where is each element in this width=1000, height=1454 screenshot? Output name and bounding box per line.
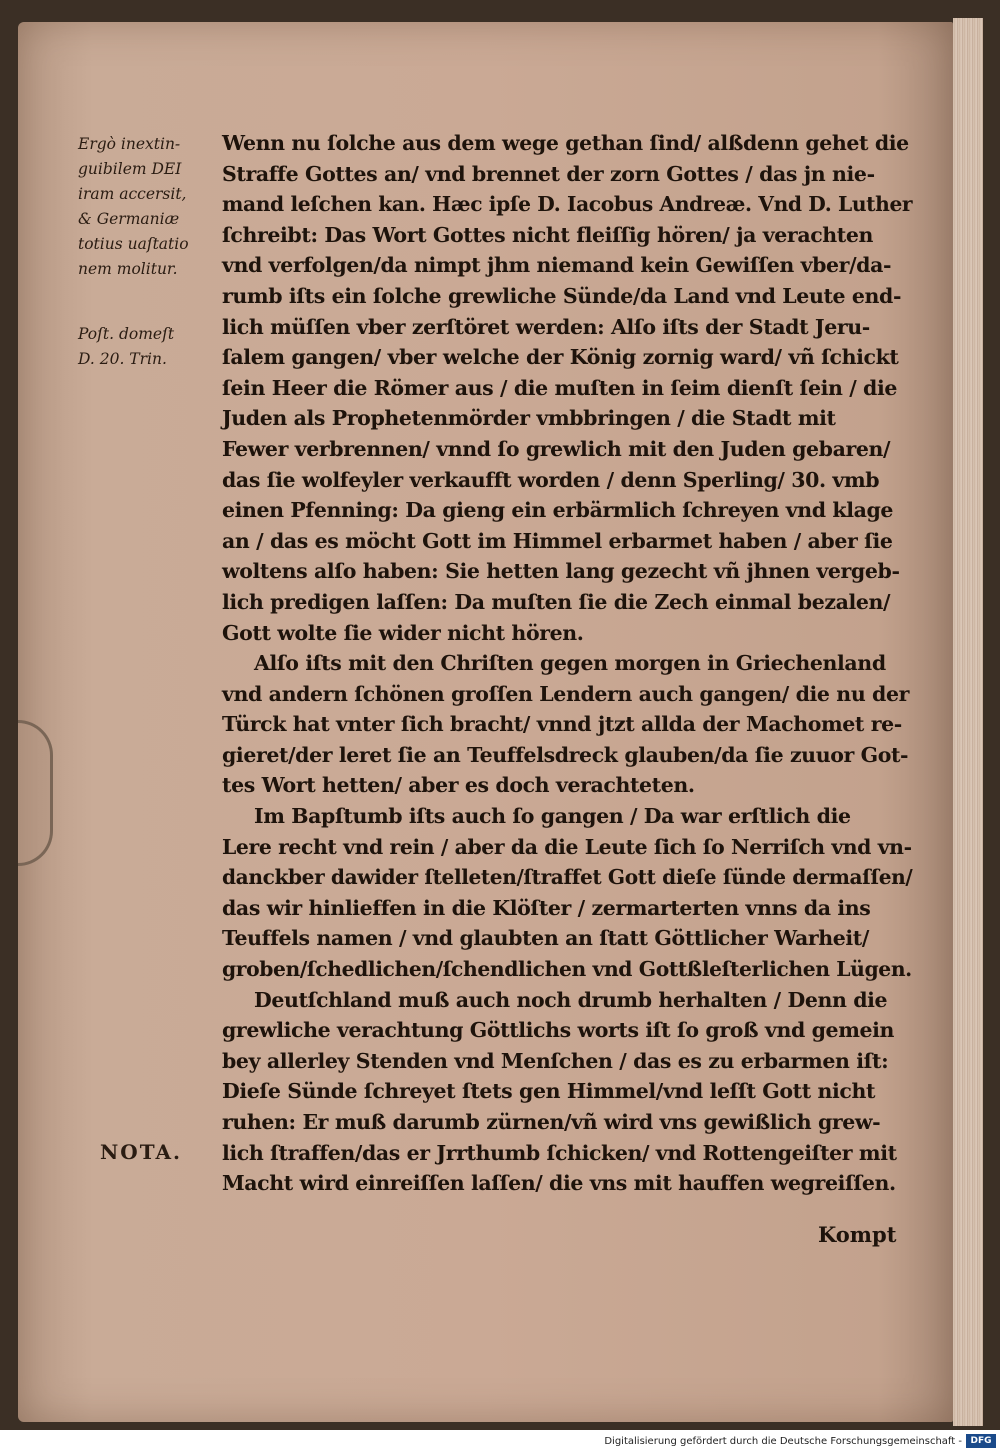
text-line: Wenn nu ſolche aus dem wege gethan ſind/ alßdenn gehet die (222, 131, 909, 155)
text-line: lich predigen laſſen: Da muſten ſie die Zech einmal bezalen/ (222, 589, 891, 614)
text-line: groben/ſchedlichen/ſchendlichen vnd Gottßleſterlichen Lügen. (222, 957, 912, 982)
text-line: bey allerley Stenden vnd Menſchen / das es zu erbarmen iſt: (222, 1048, 889, 1073)
text-line: danckber dawider ſtelleten/ſtraffet Gott dieſe ſünde dermaſſen/ (222, 865, 913, 890)
text-line: vnd andern ſchönen groſſen Lendern auch gangen/ die nu der (222, 681, 910, 706)
dfg-logo: DFG (966, 1434, 996, 1448)
text-line: das wir hinlieffen in die Klöſter / zermarterten vnns da ins (222, 895, 871, 920)
text-line: Dieſe Sünde ſchreyet ſtets gen Himmel/vnd leſſt Gott nicht (222, 1079, 876, 1104)
catchword: Kompt (818, 1222, 897, 1247)
margin-notes (78, 132, 218, 372)
text-line: Lere recht vnd rein / aber da die Leute ſich ſo Nerriſch vnd vn- (222, 834, 912, 859)
text-line: ſalem gangen/ vber welche der König zornig ward/ vñ ſchickt (222, 345, 899, 370)
text-line: Türck hat vnter ſich bracht/ vnnd jtzt allda der Machomet re- (222, 712, 902, 737)
text-line: Im Bapſtumb iſts auch ſo gangen / Da war erſtlich die (254, 804, 851, 829)
text-line: ſchreibt: Das Wort Gottes nicht fleiſſig hören/ ja verachten (222, 222, 873, 247)
text-line: Teuffels namen / vnd glaubten an ſtatt Göttlicher Warheit/ (222, 926, 869, 951)
text-line: Gott wolte ſie wider nicht hören. (222, 620, 584, 645)
margin-note-line: & Germaniæ (78, 210, 180, 228)
text-line: vnd verfolgen/da nimpt jhm niemand kein Gewiſſen vber/da- (222, 253, 892, 278)
text-line: gieret/der leret ſie an Teuffelsdreck glauben/da ſie zuuor Got- (222, 742, 909, 767)
text-line: rumb iſts ein ſolche grewliche Sünde/da Land vnd Leute end- (222, 283, 902, 308)
text-line: woltens alſo haben: Sie hetten lang gezecht vñ jhnen vergeb- (222, 559, 900, 584)
text-line: Deutſchland muß auch noch drumb herhalten / Denn die (254, 987, 888, 1012)
page-edge (953, 18, 983, 1426)
margin-note-line: Ergò inextin- (78, 135, 181, 153)
text-line: lich ſtraffen/das er Jrrthumb ſchicken/ vnd Rottengeiſter mit (222, 1140, 897, 1165)
text-line: an / das es möcht Gott im Himmel erbarmet haben / aber ſie (222, 528, 893, 553)
text-line: grewliche verachtung Göttlichs worts iſt ſo groß vnd gemein (222, 1018, 895, 1043)
margin-note-line: totius uaſtatio (78, 235, 189, 253)
text-line: tes Wort hetten/ aber es doch verachteten. (222, 773, 695, 798)
text-line: mand leſchen kan. Hæc ipſe D. Iacobus Andreæ. Vnd D. Luther (222, 192, 913, 217)
text-line: einen Pfenning: Da gieng ein erbärmlich ſchreyen vnd klage (222, 498, 894, 523)
text-line: Juden als Prophetenmörder vmbbringen / die Stadt mit (222, 406, 836, 431)
body-text (222, 128, 912, 1199)
text-line: ſein Heer die Römer aus / die muſten in ſeim dienſt ſein / die (222, 375, 898, 400)
margin-note-line: nem molitur. (78, 260, 178, 278)
margin-note-line: guibilem DEI (78, 160, 182, 178)
text-line: Fewer verbrennen/ vnnd ſo grewlich mit den Juden gebaren/ (222, 436, 891, 461)
nota-margin-mark: NOTA. (100, 1140, 182, 1164)
text-line: Straffe Gottes an/ vnd brennet der zorn Gottes / das jn nie- (222, 161, 875, 186)
margin-note-line: iram accersit, (78, 185, 187, 203)
margin-note-line: Poſt. domeſt (78, 325, 175, 343)
text-line: das ſie wolfeyler verkaufft worden / denn Sperling/ 30. vmb (222, 467, 880, 492)
text-line: Macht wird einreiſſen laſſen/ die vns mit hauffen wegreiſſen. (222, 1171, 896, 1196)
text-line: lich müſſen vber zerſtöret werden: Alſo iſts der Stadt Jeru- (222, 314, 870, 339)
text-line: Alſo iſts mit den Chriſten gegen morgen in Griechenland (254, 651, 886, 676)
text-line: ruhen: Er muß darumb zürnen/vñ wird vns gewißlich grew- (222, 1110, 881, 1134)
margin-note-line: D. 20. Trin. (78, 350, 167, 368)
page-clip (18, 720, 53, 866)
funding-credit: Digitalisierung gefördert durch die Deutsche Forschungsgemeinschaft - (604, 1436, 962, 1447)
footer-bar (0, 1430, 1000, 1454)
